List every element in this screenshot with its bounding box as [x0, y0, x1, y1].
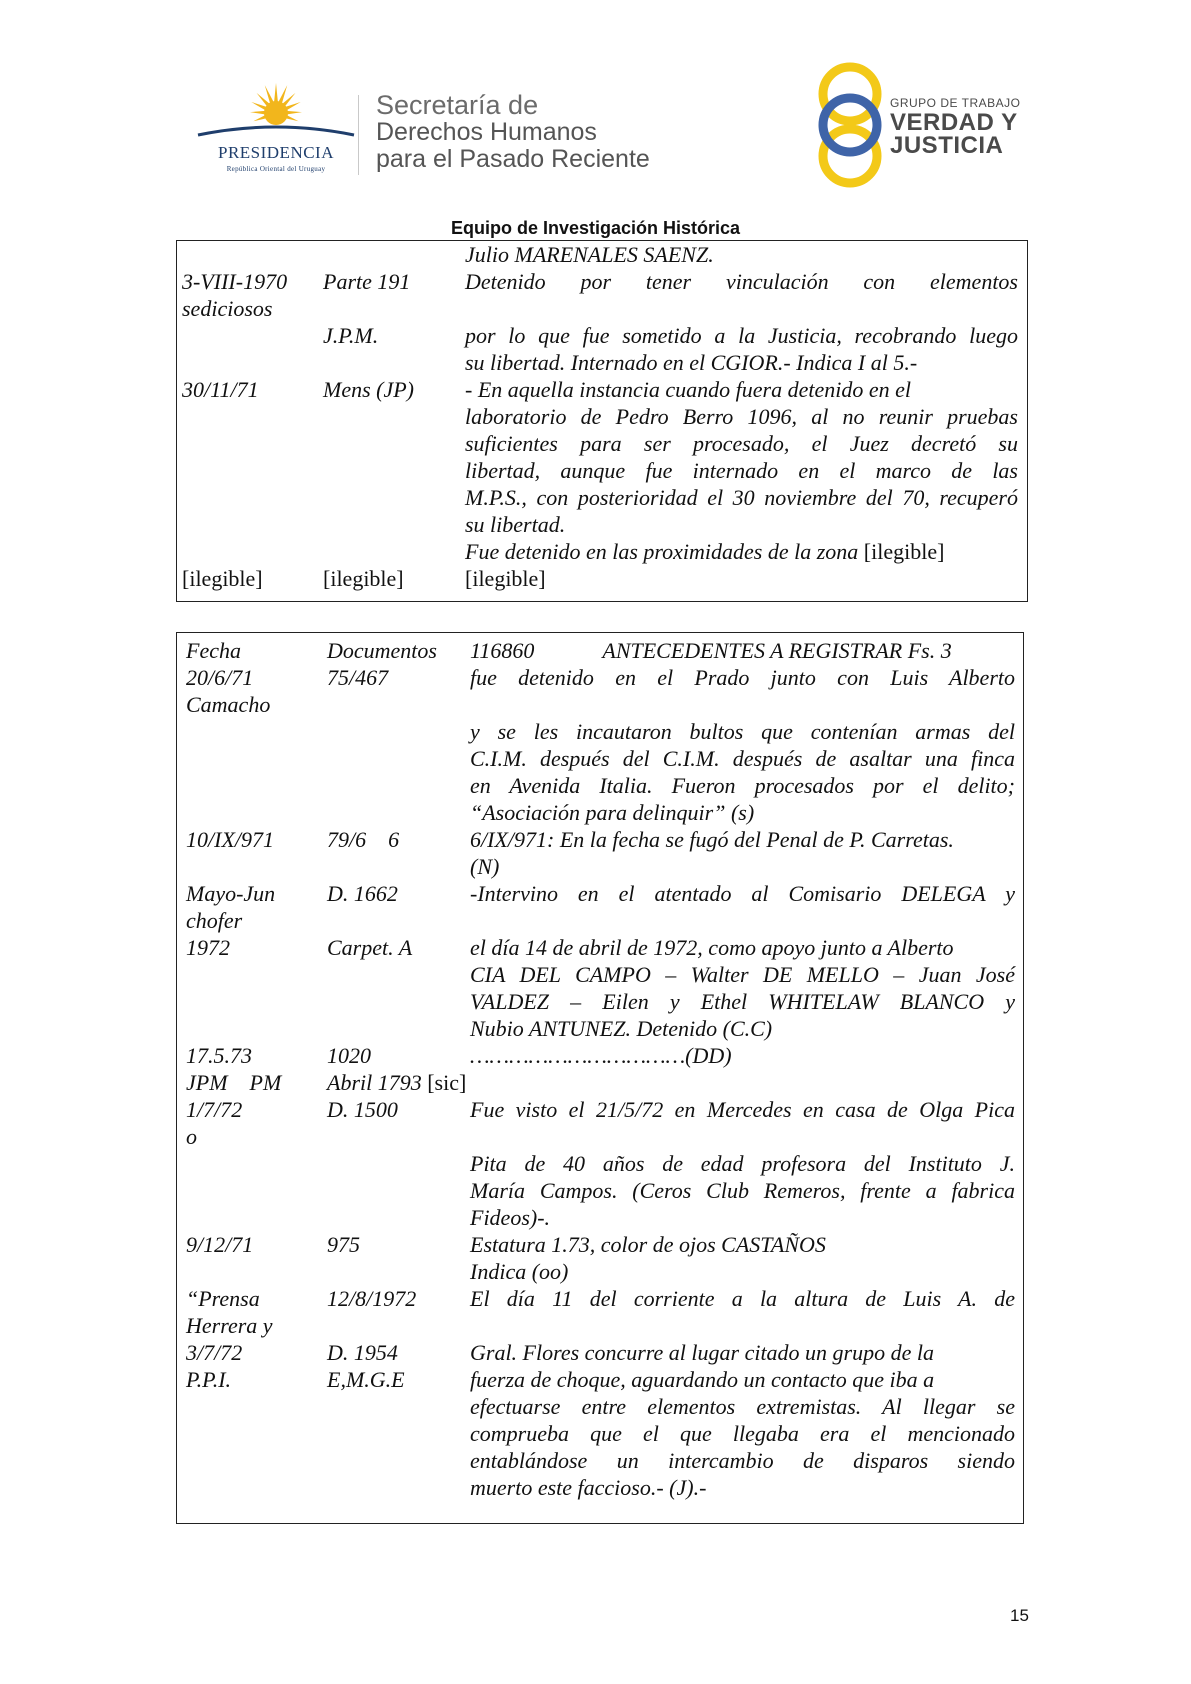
illegible-note: [ilegible]: [323, 566, 404, 591]
cell: 79/6 6: [327, 827, 400, 852]
antecedentes-label: ANTECEDENTES A REGISTRAR Fs. 3: [602, 638, 952, 663]
cell: 30/11/71: [182, 377, 259, 402]
cell: 10/IX/971: [186, 827, 274, 852]
cell: J.P.M.: [323, 323, 379, 348]
cell: “Prensa: [186, 1286, 260, 1311]
cell: fue detenido en el Prado junto con Luis Alberto: [470, 665, 1015, 690]
cell: Mens (JP): [323, 377, 415, 402]
cell: JPM PM: [186, 1070, 282, 1095]
cell: Detenido por tener vinculación con elementos: [465, 269, 1018, 294]
cell: - En aquella instancia cuando fuera detenido en el: [465, 377, 912, 402]
record-id: 116860: [470, 638, 535, 663]
cell: P.P.I.: [186, 1367, 232, 1392]
cell: 975: [327, 1232, 360, 1257]
cell: y se les incautaron bultos que contenían armas del: [470, 719, 1015, 744]
illegible-note: [ilegible]: [465, 566, 546, 591]
cell: María Campos. (Ceros Club Remeros, frente a fabrica: [470, 1178, 1015, 1203]
cell: 1/7/72: [186, 1097, 243, 1122]
cell: 20/6/71: [186, 665, 254, 690]
header-cell-fecha: Fecha: [186, 638, 241, 663]
cell: en Avenida Italia. Fueron procesados por el delito;: [470, 773, 1015, 798]
cell: Indica (oo): [470, 1259, 569, 1284]
cell: Camacho: [186, 692, 271, 717]
sic-note: [sic]: [427, 1070, 467, 1095]
cell: entablándose un intercambio de disparos siendo: [470, 1448, 1015, 1473]
secretaria-line-2: Derechos Humanos: [376, 118, 597, 146]
cell: 3/7/72: [186, 1340, 243, 1365]
cell: Fue visto el 21/5/72 en Mercedes en casa de Olga Pica: [470, 1097, 1015, 1122]
cell-text: Fue detenido en las proximidades de la zona: [465, 539, 859, 564]
cell: CIA DEL CAMPO – Walter DE MELLO – Juan José: [470, 962, 1015, 987]
cell: -Intervino en el atentado al Comisario DELEGA y: [470, 881, 1015, 906]
cell: su libertad. Internado en el CGIOR.- Indica I al 5.-: [465, 350, 918, 375]
gtvj-rings-logo: [810, 62, 890, 188]
cell: sediciosos: [182, 296, 273, 321]
cell: comprueba que el que llegaba era el mencionado: [470, 1421, 1015, 1446]
cell: [465, 538, 1018, 565]
cell: Estatura 1.73, color de ojos CASTAÑOS: [470, 1232, 826, 1257]
cell: VALDEZ – Eilen y Ethel WHITELAW BLANCO y: [470, 989, 1015, 1014]
cell: Mayo-Jun: [186, 881, 276, 906]
secretaria-line-1: Secretaría de: [376, 90, 539, 120]
cell: Gral. Flores concurre al lugar citado un grupo de la: [470, 1340, 934, 1365]
cell: o: [186, 1124, 197, 1149]
cell: Parte 191: [323, 269, 411, 294]
cell: chofer: [186, 908, 243, 933]
cell: muerto este faccioso.- (J).-: [470, 1475, 707, 1500]
record-table-1: [176, 240, 1028, 602]
cell: “Asociación para delinquir” (s): [470, 800, 755, 825]
illegible-note: [ilegible]: [182, 566, 263, 591]
cell: [327, 1069, 527, 1096]
secretaria-line-3: para el Pasado Reciente: [376, 145, 650, 173]
cell: 17.5.73: [186, 1043, 252, 1068]
presidencia-sun-logo: [196, 83, 356, 178]
team-title: Equipo de Investigación Histórica: [450, 218, 741, 238]
cell: ……………………………(DD): [470, 1043, 732, 1068]
cell: Herrera y: [186, 1313, 273, 1338]
header-cell-antecedentes: [470, 637, 1015, 664]
cell: E,M.G.E: [327, 1367, 405, 1392]
presidencia-sublabel: República Oriental del Uruguay: [226, 165, 326, 173]
cell: efectuarse entre elementos extremistas. Al llegar se: [470, 1394, 1015, 1419]
cell: El día 11 del corriente a la altura de Luis A. de: [470, 1286, 1015, 1311]
cell: 1020: [327, 1043, 371, 1068]
page-number: 15: [1010, 1606, 1029, 1625]
cell: Julio MARENALES SAENZ.: [465, 242, 714, 267]
cell: C.I.M. después del C.I.M. después de asaltar una finca: [470, 746, 1015, 771]
cell: M.P.S., con posterioridad el 30 noviembre del 70, recuperó: [465, 485, 1018, 510]
gtvj-line-1: GRUPO DE TRABAJO: [890, 96, 1021, 110]
cell: 12/8/1972: [327, 1286, 417, 1311]
cell: Carpet. A: [327, 935, 413, 960]
cell: D. 1954: [327, 1340, 398, 1365]
cell: 75/467: [327, 665, 389, 690]
header-cell-documentos: Documentos: [327, 638, 437, 663]
cell: laboratorio de Pedro Berro 1096, al no reunir pruebas: [465, 404, 1018, 429]
cell: (N): [470, 854, 500, 879]
cell: Nubio ANTUNEZ. Detenido (C.C): [470, 1016, 773, 1041]
cell: libertad, aunque fue internado en el marco de las: [465, 458, 1018, 483]
cell: 9/12/71: [186, 1232, 254, 1257]
cell: por lo que fue sometido a la Justicia, recobrando luego: [465, 323, 1018, 348]
presidencia-label: PRESIDENCIA: [217, 143, 334, 162]
gtvj-line-2: VERDAD Y: [890, 109, 1018, 136]
cell: 6/IX/971: En la fecha se fugó del Penal de P. Carretas.: [470, 827, 954, 852]
cell: D. 1500: [327, 1097, 398, 1122]
cell: el día 14 de abril de 1972, como apoyo junto a Alberto: [470, 935, 954, 960]
cell: 1972: [186, 935, 230, 960]
cell-text: Abril 1793: [327, 1070, 422, 1095]
illegible-note: [ilegible]: [863, 539, 945, 564]
cell: 3-VIII-1970: [182, 269, 288, 294]
cell: Fideos)-.: [470, 1205, 551, 1230]
header-divider: [358, 95, 359, 175]
secretaria-title: [376, 92, 650, 173]
cell: su libertad.: [465, 512, 566, 537]
record-table-2: [176, 632, 1024, 1524]
cell: fuerza de choque, aguardando un contacto que iba a: [470, 1367, 935, 1392]
cell: D. 1662: [327, 881, 398, 906]
cell: Pita de 40 años de edad profesora del Instituto J.: [470, 1151, 1015, 1176]
gtvj-line-3: JUSTICIA: [890, 132, 1004, 159]
cell: suficientes para ser procesado, el Juez decretó su: [465, 431, 1018, 456]
